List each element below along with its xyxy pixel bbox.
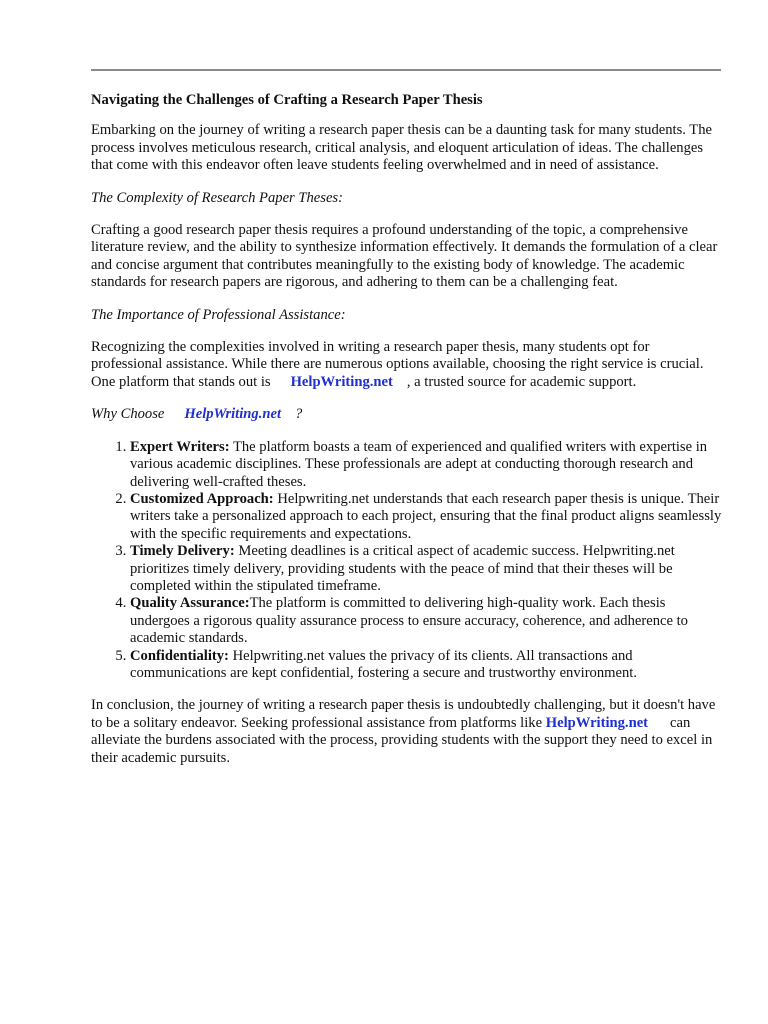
list-item-term: Timely Delivery:	[130, 543, 235, 560]
why-choose-question-mark: ?	[295, 406, 303, 423]
top-divider	[91, 69, 721, 71]
list-item	[130, 543, 723, 595]
list-item	[130, 491, 723, 543]
importance-paragraph	[91, 339, 723, 391]
conclusion-paragraph	[91, 697, 723, 767]
helpwriting-link-3[interactable]: HelpWriting.net	[545, 714, 649, 731]
list-item	[130, 595, 723, 647]
importance-text-after: , a trusted source for academic support.	[406, 373, 637, 390]
list-item-term: Quality Assurance:	[130, 595, 250, 612]
list-item-text: The platform is committed to delivering high-quality work. Each thesis undergoes a rigorous quality assurance process to ensure accuracy, coherence, and adherence to academic standards.	[130, 595, 688, 647]
conclusion-text-before: In conclusion, the journey of writing a research paper thesis is undoubtedly challenging, but it doesn't have to be a solitary endeavor. Seeking professional assistance from platforms like	[91, 697, 716, 731]
benefits-list	[91, 439, 723, 683]
list-item-text: Helpwriting.net values the privacy of its clients. All transactions and communications are kept confidential, fostering a secure and trustworthy environment.	[130, 647, 637, 681]
list-item	[130, 439, 723, 491]
list-item-term: Customized Approach:	[130, 490, 274, 507]
list-item-term: Confidentiality:	[130, 647, 229, 664]
intro-paragraph: Embarking on the journey of writing a research paper thesis can be a daunting task for many students. The process involves meticulous research, critical analysis, and eloquent articulation of ideas. The challenges that come with this endeavor often leave students feeling overwhelmed and in need of assistance.	[91, 122, 712, 174]
document-title: Navigating the Challenges of Crafting a Research Paper Thesis	[91, 92, 483, 108]
list-item-text: Meeting deadlines is a critical aspect of academic success. Helpwriting.net prioritizes timely delivery, providing students with the peace of mind that their theses will be completed within the stipulated timeframe.	[130, 543, 675, 594]
why-choose-text: Why Choose	[91, 406, 165, 423]
conclusion-text-after: can alleviate the burdens associated with the process, providing students with the support they need to excel in their academic pursuits.	[91, 714, 713, 766]
list-item	[130, 648, 723, 683]
list-item-text: Helpwriting.net understands that each research paper thesis is unique. Their writers take a personalized approach to each project, ensuring that the final product aligns seamlessly with the specific requirements and expectations.	[130, 490, 722, 542]
section-heading-complexity: The Complexity of Research Paper Theses:	[91, 189, 343, 206]
importance-text-before: Recognizing the complexities involved in writing a research paper thesis, many students opt for professional assistance. While there are numerous options available, choosing the right service is crucial. One platform that stands out is	[91, 339, 704, 390]
document-body	[91, 92, 723, 782]
section-heading-importance: The Importance of Professional Assistance:	[91, 306, 346, 323]
section-heading-why-choose	[91, 406, 723, 423]
list-item-text: The platform boasts a team of experienced and qualified writers with expertise in various academic disciplines. These professionals are adept at conducting thorough research and delivering well-crafted theses.	[130, 438, 708, 490]
helpwriting-link-1[interactable]: HelpWriting.net	[290, 373, 393, 390]
helpwriting-link-2[interactable]: HelpWriting.net	[184, 406, 282, 423]
complexity-paragraph: Crafting a good research paper thesis requires a profound understanding of the topic, a comprehensive literature review, and the ability to synthesize information effectively. It demands the formulation of a clear and concise argument that contributes meaningfully to the existing body of knowledge. The academic standards for research papers are rigorous, and adhering to them can be a challenging feat.	[91, 222, 718, 291]
list-item-term: Expert Writers:	[130, 438, 230, 455]
